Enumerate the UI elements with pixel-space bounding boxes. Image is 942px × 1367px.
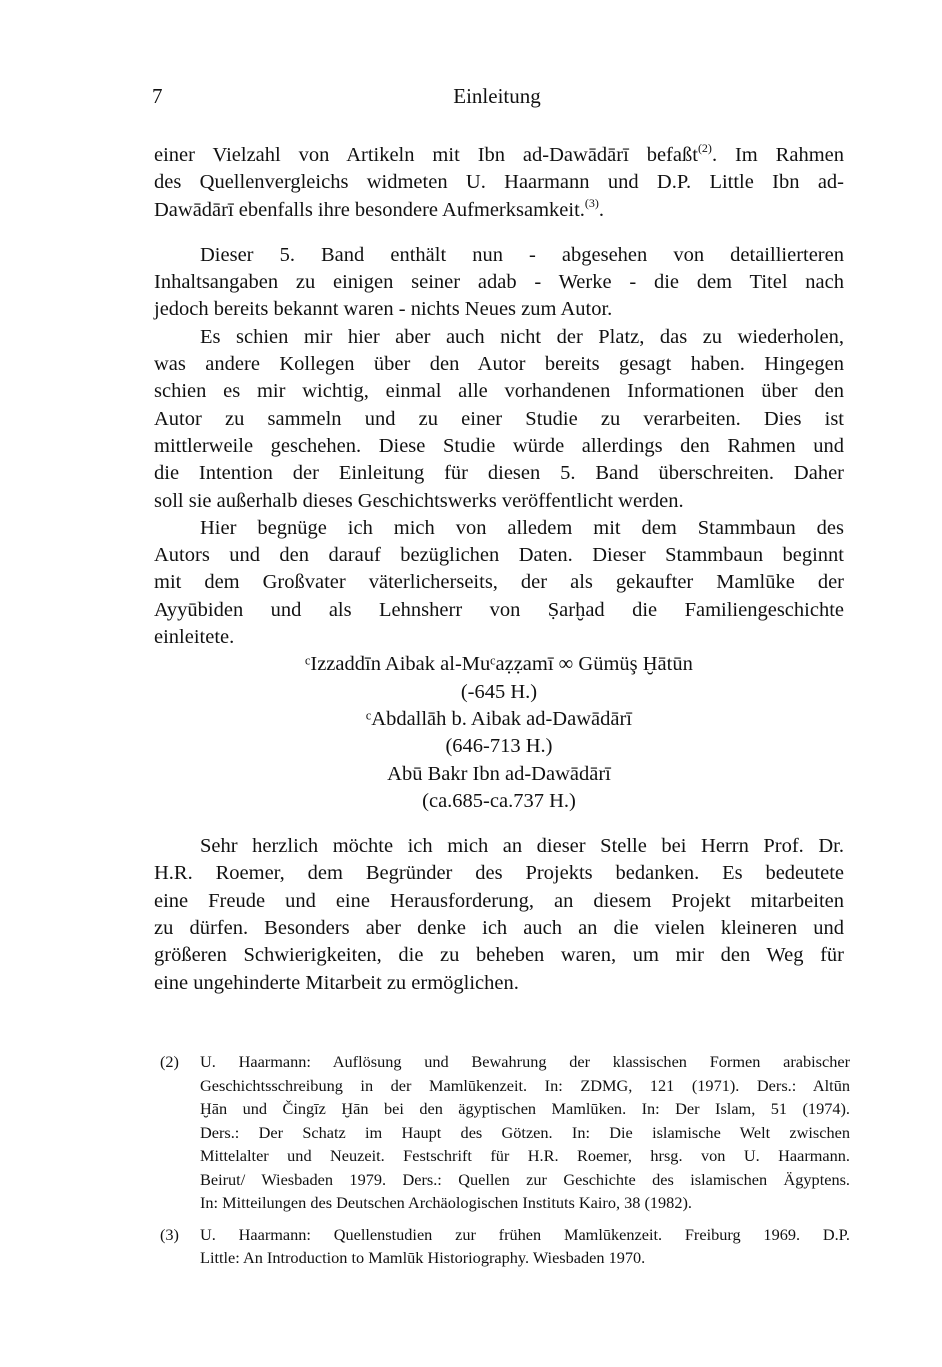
page-number: 7	[152, 84, 163, 108]
text-line: Ayyūbiden und als Lehnsherr von Ṣarḫad die Familiengeschichte	[154, 598, 844, 621]
footnote-line: Ders.: Der Schatz im Haupt des Götzen. In: Die islamische Welt zwischen	[200, 1122, 850, 1142]
footnote-line: In: Mitteilungen des Deutschen Archäologischen Instituts Kairo, 38 (1982).	[200, 1193, 692, 1212]
text-line: mittlerweile geschehen. Diese Studie würde allerdings den Rahmen und	[154, 434, 844, 457]
text-line: eine Freude und eine Herausforderung, an diesem Projekt mitarbeiten	[154, 889, 844, 912]
text-line: Sehr herzlich möchte ich mich an dieser Stelle bei Herrn Prof. Dr.	[200, 835, 844, 858]
tree-entry: ᶜIzzaddīn Aibak al-Muᶜaẓẓamī ∞ Gümüş Ḫātūn	[305, 653, 693, 676]
paragraph-4	[154, 515, 844, 651]
footnote-line: U. Haarmann: Auflösung und Bewahrung der klassischen Formen arabischer	[200, 1052, 850, 1071]
family-tree	[154, 651, 844, 815]
footnote-ref: (3)	[584, 195, 599, 210]
text-line: Hier begnüge ich mich von alledem mit dem Stammbaun des	[200, 516, 844, 539]
footnote-number: (3)	[160, 1224, 179, 1244]
text-line: jedoch bereits bekannt waren - nichts Neues zum Autor.	[154, 298, 613, 321]
closing-paragraph	[154, 833, 844, 997]
tree-entry: Abū Bakr Ibn ad-Dawādārī	[387, 762, 611, 785]
text-line: des Quellenvergleichs widmeten U. Haarmann und D.P. Little Ibn ad-	[154, 171, 844, 194]
page-header	[152, 84, 842, 114]
text-line: die Intention der Einleitung für diesen 5. Band überschreiten. Daher	[154, 462, 844, 485]
footnotes	[160, 1050, 850, 1278]
footnote-line: Little: An Introduction to Mamlūk Historiography. Wiesbaden 1970.	[200, 1248, 646, 1267]
text-line: Autor zu sammeln und zu einer Studie zu verarbeiten. Dies ist	[154, 407, 844, 430]
text-line: schien es mir wichtig, einmal alle vorhandenen Informationen über den	[154, 380, 844, 403]
text-line: Dieser 5. Band enthält nun - abgesehen von detaillierteren	[200, 243, 844, 266]
text-line: was andere Kollegen über den Autor bereits gesagt haben. Hingegen	[154, 353, 844, 376]
text-line: Inhaltsangaben zu einigen seiner adab - Werke - die dem Titel nach	[154, 271, 844, 294]
tree-entry: (ca.685-ca.737 H.)	[422, 789, 576, 812]
text-line: einer Vielzahl von Artikeln mit Ibn ad-Dawādārī befaßt$^{(2)}$. Im Rahmen	[154, 141, 844, 166]
main-text	[154, 142, 844, 997]
tree-entry: (-645 H.)	[460, 680, 538, 703]
tree-entry: ᶜAbdallāh b. Aibak ad-Dawādārī	[366, 707, 632, 730]
footnote-line: Ḫān und Čingīz Ḫān bei den ägyptischen Mamlūken. In: Der Islam, 51 (1974).	[200, 1099, 850, 1118]
text-line: eine ungehinderte Mitarbeit zu ermöglichen.	[154, 971, 519, 994]
running-title: Einleitung	[453, 84, 541, 108]
footnote-number: (2)	[160, 1052, 179, 1071]
footnote-line: U. Haarmann: Quellenstudien zur frühen Mamlūkenzeit. Freiburg 1969. D.P.	[200, 1224, 850, 1244]
footnote	[160, 1050, 850, 1215]
text-line: einleitete.	[154, 626, 235, 649]
text-line: größeren Schwierigkeiten, die zu beheben waren, um mir den Weg für	[154, 944, 844, 967]
paragraph-3	[154, 324, 844, 515]
footnote-line: Geschichtsschreibung in der Mamlūkenzeit. In: ZDMG, 121 (1971). Ders.: Altūn	[200, 1075, 850, 1095]
paragraph-2	[154, 242, 844, 324]
footnote-ref: (2)	[697, 141, 712, 155]
footnote-line: Mittelalter und Neuzeit. Festschrift für H.R. Roemer, hrsg. von U. Haarmann.	[200, 1146, 850, 1165]
footnote-line: Beirut/ Wiesbaden 1979. Ders.: Quellen zur Geschichte des islamischen Ägyptens.	[200, 1169, 850, 1189]
text-line: soll sie außerhalb dieses Geschichtswerks veröffentlicht werden.	[154, 489, 684, 512]
footnote	[160, 1223, 850, 1270]
text-line: zu dürfen. Besonders aber denke ich auch an die vielen kleineren und	[154, 917, 844, 940]
paragraph-1	[154, 142, 844, 224]
text-line: Es schien mir hier aber auch nicht der Platz, das zu wiederholen,	[200, 325, 844, 348]
text-line: mit dem Großvater väterlicherseits, der als gekaufter Mamlūke der	[154, 571, 844, 594]
tree-entry: (646-713 H.)	[445, 735, 553, 758]
text-line: H.R. Roemer, dem Begründer des Projekts bedanken. Es bedeutete	[154, 862, 844, 885]
text-line: Dawādārī ebenfalls ihre besondere Aufmerksamkeit.$^{(3)}$.	[154, 195, 605, 221]
text-line: Autors und den darauf bezüglichen Daten. Dieser Stammbaun beginnt	[154, 544, 844, 567]
